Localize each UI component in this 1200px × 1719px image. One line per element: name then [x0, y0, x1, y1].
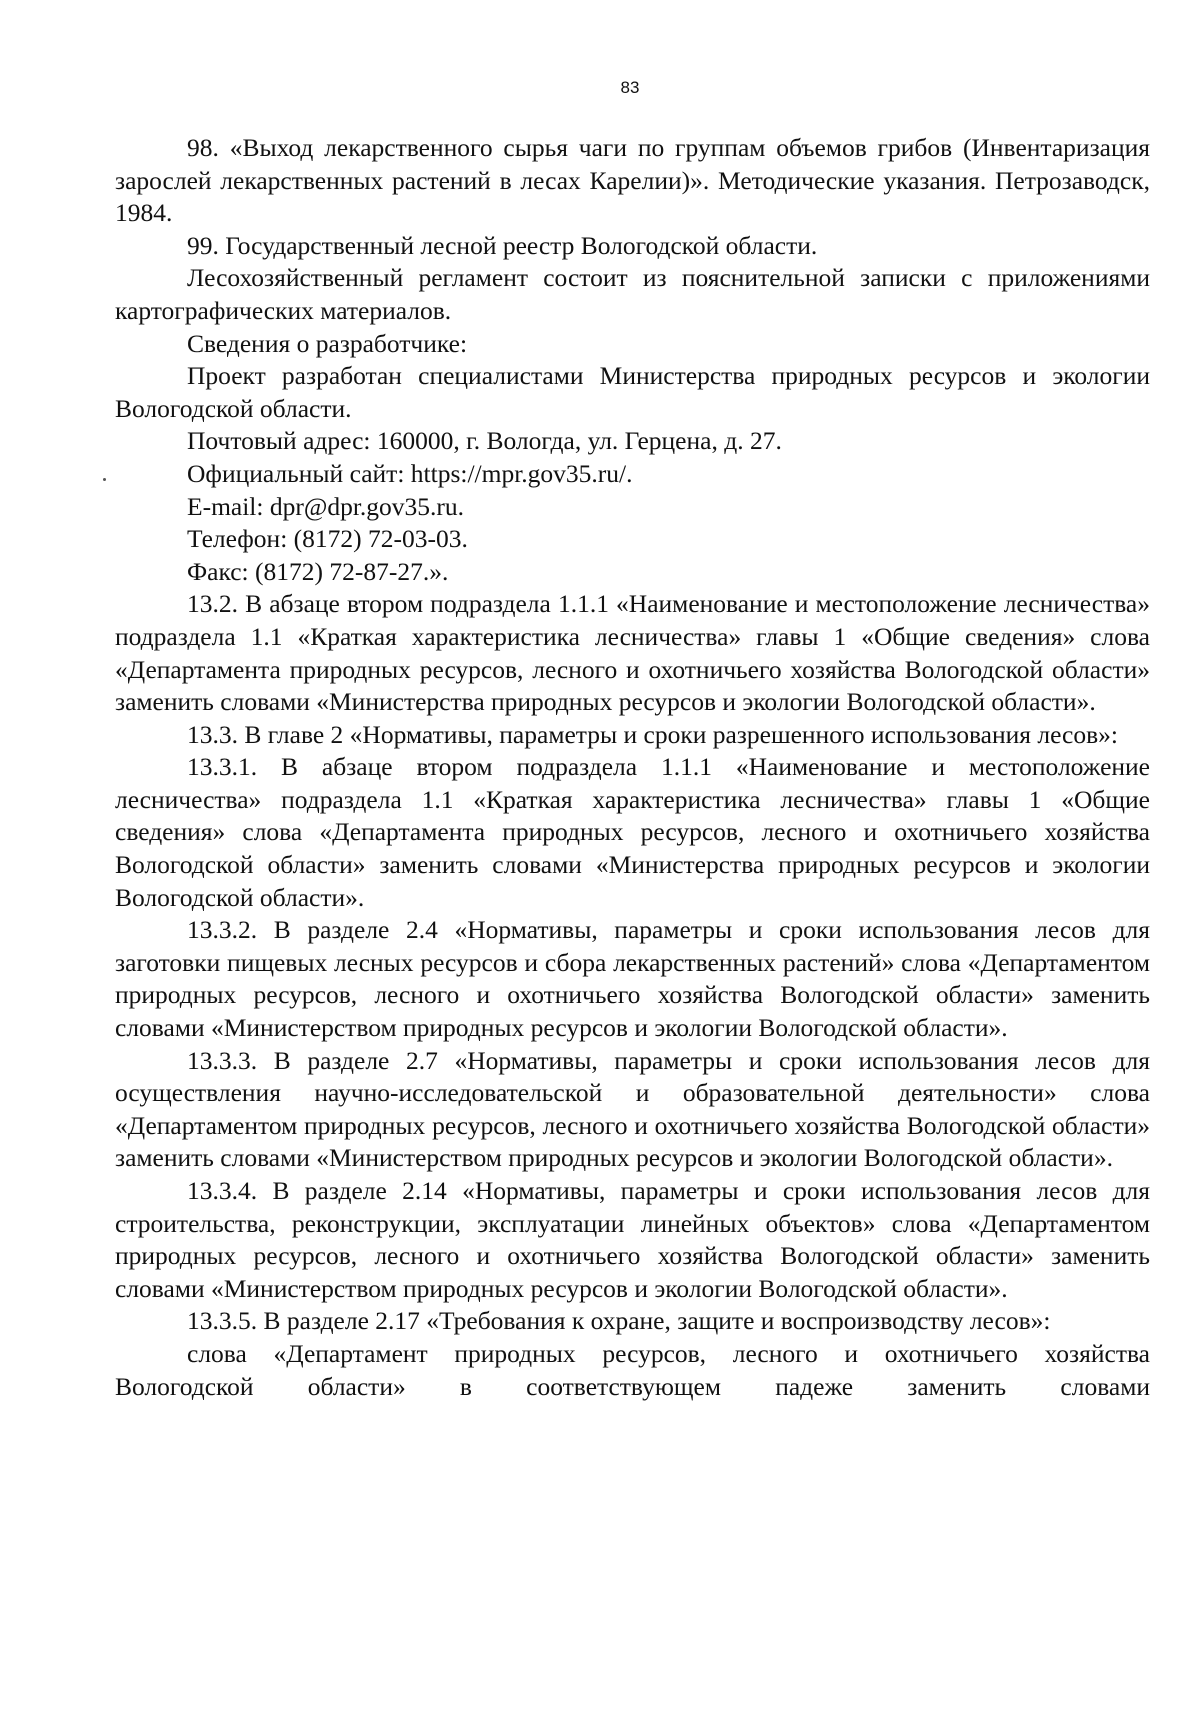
paragraph-regulation-composition: Лесохозяйственный регламент состоит из пояснительной записки с приложениями картографических материалов.	[115, 263, 1150, 325]
paragraph-13-3-5: 13.3.5. В разделе 2.17 «Требования к охране, защите и воспроизводству лесов»:	[187, 1306, 1051, 1336]
paragraph-phone: Телефон: (8172) 72-03-03.	[187, 524, 468, 554]
paragraph-developer: Проект разработан специалистами Министерства природных ресурсов и экологии Вологодской области.	[115, 361, 1150, 423]
paragraph-developer-heading: Сведения о разработчике:	[187, 328, 468, 358]
paragraph-postal-address: Почтовый адрес: 160000, г. Вологда, ул. Герцена, д. 27.	[187, 426, 782, 456]
paragraph-13-3-1: 13.3.1. В абзаце втором подраздела 1.1.1 «Наименование и местоположение лесничества» подраздела 1.1 «Краткая характеристика лесничества» главы 1 «Общие сведения» слова «Департамента природных ресурсов, лесного и охотничьего хозяйства Вологодской области» заменить словами «Министерства природных ресурсов и экологии Вологодской области».	[115, 752, 1150, 912]
paragraph-website: Официальный сайт: https://mpr.gov35.ru/.	[187, 458, 633, 488]
paragraph-13-3: 13.3. В главе 2 «Нормативы, параметры и сроки разрешенного использования лесов»:	[187, 719, 1118, 749]
paragraph-98: 98. «Выход лекарственного сырья чаги по группам объемов грибов (Инвентаризация зарослей лекарственных растений в лесах Карелии)». Методические указания. Петрозаводск, 1984.	[115, 133, 1150, 228]
document-body	[115, 132, 1150, 1403]
paragraph-13-2: 13.2. В абзаце втором подраздела 1.1.1 «Наименование и местоположение лесничества» подраздела 1.1 «Краткая характеристика лесничества» главы 1 «Общие сведения» слова «Департамента природных ресурсов, лесного и охотничьего хозяйства Вологодской области» заменить словами «Министерства природных ресурсов и экологии Вологодской области».	[115, 589, 1150, 717]
paragraph-words-replace: слова «Департамент природных ресурсов, лесного и охотничьего хозяйства Вологодской области» в соответствующем падеже заменить словами	[115, 1338, 1150, 1401]
paragraph-fax: Факс: (8172) 72-87-27.».	[187, 556, 449, 586]
paragraph-13-3-4: 13.3.4. В разделе 2.14 «Нормативы, параметры и сроки использования лесов для строительства, реконструкции, эксплуатации линейных объектов» слова «Департаментом природных ресурсов, лесного и охотничьего хозяйства Вологодской области» заменить словами «Министерством природных ресурсов и экологии Вологодской области».	[115, 1176, 1150, 1303]
paragraph-99: 99. Государственный лесной реестр Вологодской области.	[187, 230, 818, 260]
scan-speck	[103, 478, 106, 481]
paragraph-13-3-3: 13.3.3. В разделе 2.7 «Нормативы, параметры и сроки использования лесов для осуществления научно-исследовательской и образовательной деятельности» слова «Департаментом природных ресурсов, лесного и охотничьего хозяйства Вологодской области» заменить словами «Министерством природных ресурсов и экологии Вологодской области».	[115, 1045, 1150, 1173]
page-number: 83	[620, 78, 640, 97]
paragraph-email: E-mail: dpr@dpr.gov35.ru.	[187, 491, 465, 521]
paragraph-13-3-2: 13.3.2. В разделе 2.4 «Нормативы, параметры и сроки использования лесов для заготовки пищевых лесных ресурсов и сбора лекарственных растений» слова «Департаментом природных ресурсов, лесного и охотничьего хозяйства Вологодской области» заменить словами «Министерством природных ресурсов и экологии Вологодской области».	[115, 915, 1150, 1043]
